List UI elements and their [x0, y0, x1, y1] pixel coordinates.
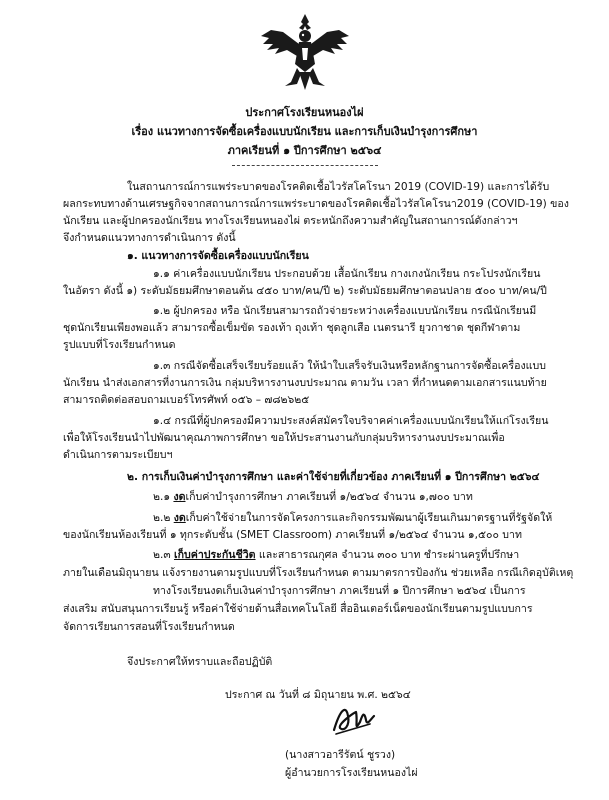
item-keyword: งด: [173, 512, 186, 524]
section-1-line: ๑.๔ กรณีที่ผู้ปกครองมีความประสงค์สมัครใจบริจาคค่าเครื่องแบบนักเรียนให้แก่โรงเรียน: [153, 415, 549, 427]
intro-line: นักเรียน และผู้ปกครองนักเรียน ทางโรงเรียนหนองไผ่ ตระหนักถึงความสำคัญในสถานการณ์ดังกล่าวฯ: [63, 215, 518, 227]
intro-line: จึงกำหนดแนวทางการดำเนินการ ดังนี้: [63, 232, 236, 244]
announcement-subject: เรื่อง แนวทางการจัดซื้อเครื่องแบบนักเรียน และการเก็บเงินบำรุงการศึกษา: [131, 125, 478, 138]
signer-position: ผู้อำนวยการโรงเรียนหนองไผ่: [285, 767, 418, 779]
item-keyword: เก็บค่าประกันชีวิต: [173, 549, 256, 561]
section-1-line: เพื่อให้โรงเรียนนำไปพัฒนาคุณภาพการศึกษา ขอให้ประสานงานกับกลุ่มบริหารงานงบประมาณเพื่อ: [63, 432, 505, 444]
section-1-line: ๑.๓ กรณีจัดซื้อเสร็จเรียบร้อยแล้ว ให้นำใบเสร็จรับเงินหรือหลักฐานการจัดซื้อเครื่องแบบ: [153, 360, 546, 372]
item-number: ๒.๓: [153, 549, 174, 561]
section-2-line: ของนักเรียนห้องเรียนที่ ๑ ทุกระดับชั้น (SMET Classroom) ภาคเรียนที่ ๑/๒๕๖๔ จำนวน ๑,๕๐๐ บาท: [63, 529, 522, 541]
section-1-line: ๑.๒ ผู้ปกครอง หรือ นักเรียนสามารถถัวจ่ายระหว่างเครื่องแบบนักเรียน กรณีนักเรียนมี: [153, 305, 537, 317]
section-2-line: ทางโรงเรียนงดเก็บเงินค่าบำรุงการศึกษา ภาคเรียนที่ ๑ ปีการศึกษา ๒๕๖๔ เป็นการ: [153, 585, 526, 597]
section-2-item-3: [153, 548, 519, 564]
section-1-line: ชุดนักเรียนเพียงพอแล้ว สามารถซื้อเข็มขัด รองเท้า ถุงเท้า ชุดลูกเสือ เนตรนารี ยุวกาชาด ชุดกีฬาตาม: [63, 322, 521, 334]
section-1-line: ๑.๑ ค่าเครื่องแบบนักเรียน ประกอบด้วย เสื้อนักเรียน กางเกงนักเรียน กระโปรงนักเรียน: [153, 268, 541, 280]
intro-line: ผลกระทบทางด้านเศรษฐกิจจากสถานการณ์การแพร่ระบาดของโรคติดเชื้อไวรัสโคโรนา2019 (COVID-19) ของ: [63, 198, 569, 210]
signature-icon: [330, 700, 378, 740]
section-1-heading: ๑. แนวทางการจัดซื้อเครื่องแบบนักเรียน: [127, 250, 309, 262]
signer-name: (นางสาวอารีรัตน์ ชูรวง): [285, 749, 396, 761]
section-2-item-2: [153, 511, 552, 527]
item-text: เก็บค่าบำรุงการศึกษา ภาคเรียนที่ ๑/๒๕๖๔ จำนวน ๑,๗๐๐ บาท: [185, 491, 473, 503]
section-1-line: รูปแบบที่โรงเรียนกำหนด: [63, 339, 176, 351]
item-text: และสาธารณกุศล จำนวน ๓๐๐ บาท ชำระผ่านครูที่ปรึกษา: [255, 549, 520, 561]
item-number: ๒.๒: [153, 512, 174, 524]
section-2-line: ส่งเสริม สนับสนุนการเรียนรู้ หรือค่าใช้จ่ายด้านสื่อเทคโนโลยี สื่ออินเตอร์เน็ตของนักเรียนตามรูปแบบการ: [63, 603, 533, 615]
garuda-emblem-icon: [257, 12, 353, 92]
item-text: เก็บค่าใช้จ่ายในการจัดโครงการและกิจกรรมพัฒนาผู้เรียนเกินมาตรฐานที่รัฐจัดให้: [185, 512, 553, 524]
title-divider: [232, 165, 378, 166]
intro-line: ในสถานการณ์การแพร่ระบาดของโรคติดเชื้อไวรัสโคโรนา 2019 (COVID-19) และการได้รับ: [127, 181, 550, 193]
item-number: ๒.๑: [153, 491, 174, 503]
section-1-line: ดำเนินการตามระเบียบฯ: [63, 449, 173, 461]
announcement-date: ประกาศ ณ วันที่ ๘ มิถุนายน พ.ศ. ๒๕๖๔: [225, 689, 411, 701]
section-2-line: ภายในเดือนมิถุนายน แจ้งรายงานตามรูปแบบที่โรงเรียนกำหนด ตามมาตรการป้องกัน ช่วยเหลือ กรณีเกิดอุบัติเหตุ: [63, 567, 574, 579]
section-1-line: นักเรียน นำส่งเอกสารที่งานการเงิน กลุ่มบริหารงานงบประมาณ ตามวัน เวลา ที่กำหนดตามเอกสารแนบท้าย: [63, 377, 547, 389]
announcement-title: ประกาศโรงเรียนหนองไผ่: [245, 106, 364, 119]
announcement-term: ภาคเรียนที่ ๑ ปีการศึกษา ๒๕๖๔: [227, 144, 382, 157]
section-2-heading: ๒. การเก็บเงินค่าบำรุงการศึกษา และค่าใช้จ่ายที่เกี่ยวข้อง ภาคเรียนที่ ๑ ปีการศึกษา ๒๕๖๔: [127, 471, 540, 483]
closing-text: จึงประกาศให้ทราบและถือปฏิบัติ: [127, 656, 273, 668]
section-1-line: สามารถติดต่อสอบถามเบอร์โทรศัพท์ ๐๕๖ – ๗๘๒๖๒๕: [63, 394, 310, 406]
section-2-line: จัดการเรียนการสอนที่โรงเรียนกำหนด: [63, 621, 235, 633]
section-1-line: ในอัตรา ดังนี้ ๑) ระดับมัธยมศึกษาตอนต้น ๔๕๐ บาท/คน/ปี ๒) ระดับมัธยมศึกษาตอนปลาย ๕๐๐ บาท/คน/ปี: [63, 285, 547, 297]
section-2-item-1: [153, 490, 473, 506]
item-keyword: งด: [173, 491, 186, 503]
